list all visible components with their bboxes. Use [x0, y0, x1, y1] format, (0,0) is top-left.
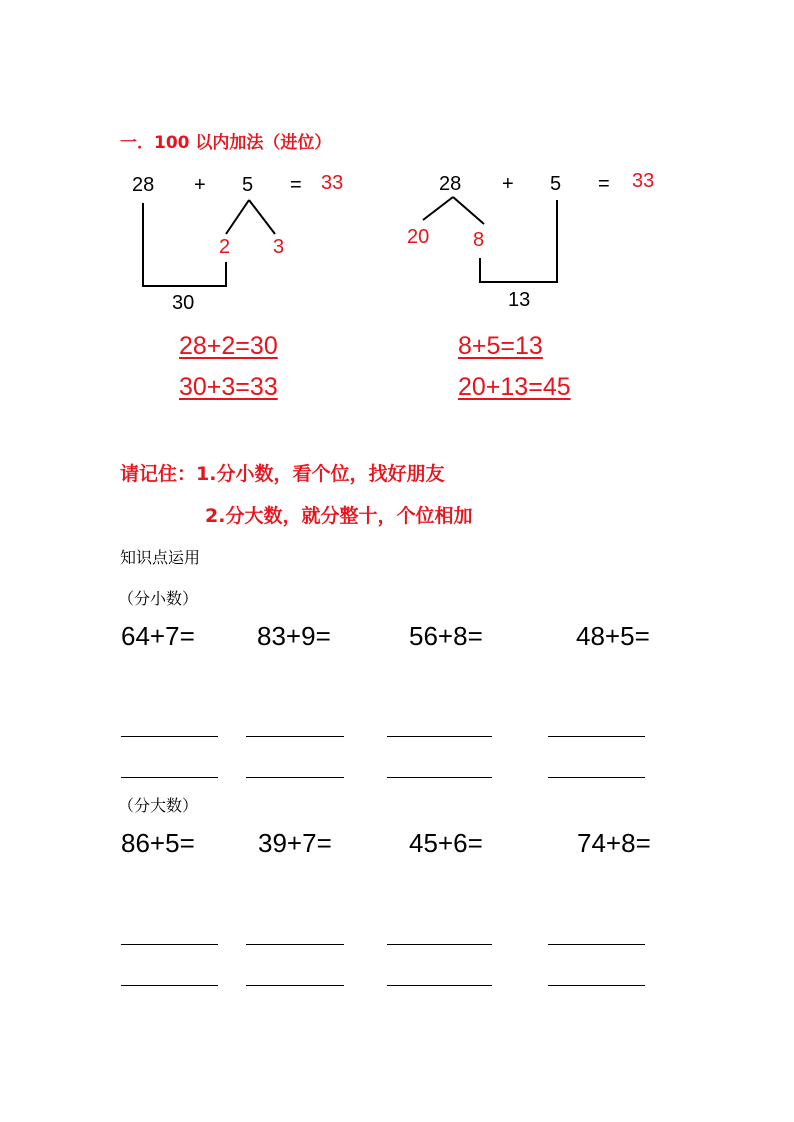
ex1-plus-sign: +	[194, 174, 206, 196]
ex2-addend-b: 5	[550, 173, 562, 195]
answer-line[interactable]	[121, 736, 218, 737]
split-branch-1a	[226, 200, 249, 234]
answer-line[interactable]	[387, 944, 492, 945]
split-branch-1b	[249, 200, 275, 234]
group-label-small: （分小数）	[118, 589, 199, 608]
answer-line[interactable]	[246, 736, 344, 737]
answer-line[interactable]	[548, 777, 645, 778]
ex1-step-1: 28+2=30	[179, 332, 278, 360]
problem-item: 56+8=	[409, 621, 483, 651]
problem-item: 74+8=	[577, 828, 651, 858]
problem-item: 39+7=	[258, 828, 332, 858]
answer-line[interactable]	[121, 777, 218, 778]
ex1-addend-a: 28	[132, 174, 155, 196]
ex2-addend-a: 28	[439, 173, 462, 195]
remember-line-1: 请记住：1.分小数，看个位，找好朋友	[120, 463, 445, 485]
problem-item: 48+5=	[576, 621, 650, 651]
ex2-result: 33	[632, 170, 655, 192]
answer-line[interactable]	[387, 777, 492, 778]
ex2-split-right: 8	[473, 229, 485, 251]
ex1-split-left: 2	[219, 236, 231, 258]
problem-item: 64+7=	[121, 621, 195, 651]
answer-line[interactable]	[548, 944, 645, 945]
split-branch-2a	[423, 197, 453, 220]
ex2-step-2: 20+13=45	[458, 373, 571, 401]
section-title: 一．100 以内加法（进位）	[120, 133, 332, 153]
ex1-step-2: 30+3=33	[179, 373, 278, 401]
answer-line[interactable]	[246, 985, 344, 986]
ex2-equals-sign: =	[598, 173, 610, 195]
answer-line[interactable]	[121, 985, 218, 986]
group-label-large: （分大数）	[118, 796, 199, 815]
decomposition-diagram-lines	[0, 0, 794, 420]
split-branch-2b	[453, 197, 484, 224]
ex2-plus-sign: +	[502, 173, 514, 195]
answer-line[interactable]	[387, 736, 492, 737]
practice-title: 知识点运用	[120, 548, 201, 567]
ex1-result: 33	[321, 172, 344, 194]
ex1-bracket-value: 30	[172, 292, 195, 314]
bracket-line-1	[143, 203, 226, 286]
answer-line[interactable]	[246, 944, 344, 945]
answer-line[interactable]	[121, 944, 218, 945]
ex1-addend-b: 5	[242, 174, 254, 196]
bracket-line-2	[480, 200, 557, 282]
answer-line[interactable]	[548, 985, 645, 986]
problem-item: 83+9=	[257, 621, 331, 651]
problem-item: 86+5=	[121, 828, 195, 858]
ex2-step-1: 8+5=13	[458, 332, 543, 360]
ex1-split-right: 3	[273, 236, 285, 258]
problem-item: 45+6=	[409, 828, 483, 858]
ex2-split-left: 20	[407, 226, 430, 248]
answer-line[interactable]	[548, 736, 645, 737]
answer-line[interactable]	[246, 777, 344, 778]
answer-line[interactable]	[387, 985, 492, 986]
ex2-bracket-value: 13	[508, 289, 531, 311]
ex1-equals-sign: =	[290, 174, 302, 196]
remember-line-2: 2.分大数，就分整十，个位相加	[205, 505, 473, 527]
